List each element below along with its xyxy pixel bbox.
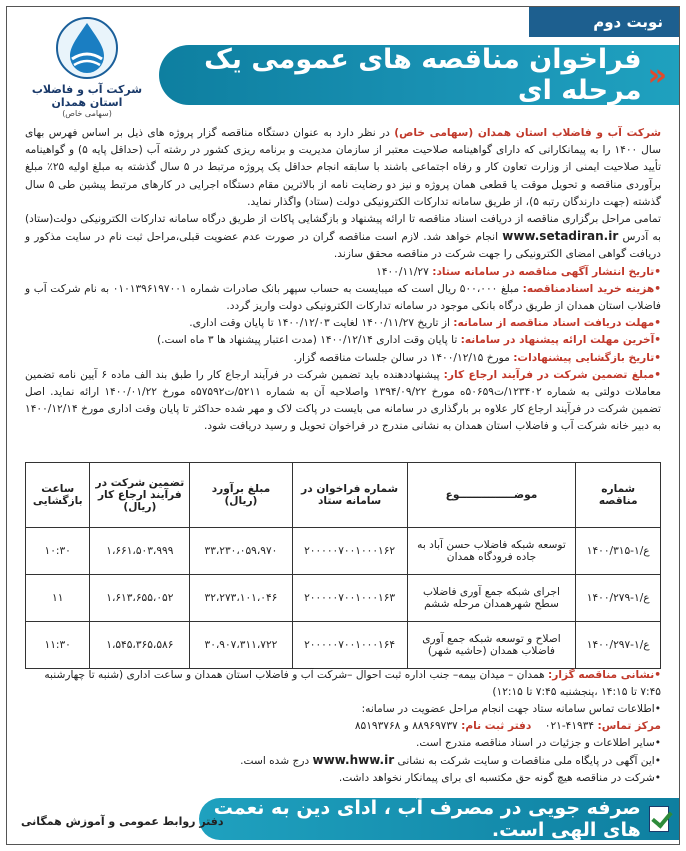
company-website-link[interactable]: www.hww.ir [312, 753, 395, 767]
page-title: فراخوان مناقصه های عمومی یک مرحله ای [204, 44, 642, 106]
table-row [26, 622, 661, 669]
slogan-banner [199, 798, 679, 840]
title-banner [159, 45, 679, 105]
header-tender-number: شماره مناقصه [576, 463, 661, 528]
double-chevron-icon: « [647, 57, 667, 93]
water-drop-logo-icon [52, 15, 122, 81]
document-fee-value: مبلغ ۵۰۰،۰۰۰ ریال است که میبایست به حساب سپهر بانک صادرات شماره ۰۱۰۱۳۹۶۱۹۷۰۰۱ به نام شرکت آب و فاضلاب استان همدان از طریق درگاه بانکی موجود در سامانه تدارکات الکترونیکی دولت واریز گردد. [25, 282, 661, 313]
table-row [26, 528, 661, 575]
opening-time: ۱۰:۳۰ [26, 528, 90, 575]
publish-date-label: •تاریخ انتشار آگهی مناقصه در سامانه ستاد: [432, 265, 661, 278]
tender-number: ع/۱-۱۴۰۰/۲۷۹ [576, 575, 661, 622]
tender-number: ع/۱-۱۴۰۰/۳۱۵ [576, 528, 661, 575]
call-center-label: مرکز تماس: [597, 720, 661, 732]
company-name: شرکت آب و فاضلاب استان همدان (سهامی خاص) [394, 127, 662, 139]
table-header-row [26, 463, 661, 528]
header-subject: موضـــــــــــــــوع [407, 463, 576, 528]
opening-time: ۱۱:۳۰ [26, 622, 90, 669]
setad-number: ۲۰۰۰۰۰۷۰۰۱۰۰۰۱۶۲ [292, 528, 407, 575]
call-center-value: ۴۱۹۳۴-۰۲۱ [544, 720, 598, 732]
address-line [25, 667, 661, 701]
tender-number: ع/۱-۱۴۰۰/۲۹۷ [576, 622, 661, 669]
guarantee-line [25, 367, 661, 436]
opening-time: ۱۱ [26, 575, 90, 622]
address-value: همدان – میدان بیمه– جنب اداره ثبت احوال –شرکت آب و فاضلاب استان همدان و ساعت اداری (شنبه تا چهارشنبه ۷:۴۵ تا ۱۴:۱۵ ،پنجشنبه ۷:۴۵ تا ۱۲:۱۵) [44, 669, 661, 698]
checkmark-icon [649, 806, 669, 832]
table-row [26, 575, 661, 622]
publish-date-line [25, 264, 661, 281]
address-label: •نشانی مناقصه گزار: [548, 669, 661, 681]
estimate-amount: ۳۲،۲۷۳،۱۰۱،۰۴۶ [190, 575, 292, 622]
procedure-paragraph [25, 211, 661, 264]
slogan-text: صرفه جویی در مصرف آب ، ادای دین به نعمت های الهی است. [213, 797, 641, 841]
publish-date-value: ۱۴۰۰/۱۱/۲۷ [376, 265, 433, 278]
procedure-text-a: تمامی مراحل برگزاری مناقصه از دریافت اسناد مناقصه تا ارائه پیشنهاد و بازگشایی پاکات از طریق درگاه سامانه تدارکات الکترونیکی دولت(ستاد) به آدرس [25, 213, 661, 244]
document-fee-label: •هزینه خرید اسنادمناقصه: [522, 282, 661, 295]
website-line [25, 752, 661, 770]
guarantee-amount: ۱،۶۶۱،۵۰۳،۹۹۹ [90, 528, 190, 575]
tender-subject: اصلاح و توسعه شبکه جمع آوری فاضلاب همدان (حاشیه شهر) [407, 622, 576, 669]
estimate-amount: ۳۰،۹۰۷،۳۱۱،۷۲۲ [190, 622, 292, 669]
procedure-text-b: انجام خواهد شد. لازم است مناقصه گران در صورت عدم عضویت قبلی،مراحل ثبت نام در سایت مذکور و دریافت گواهی امضای الکترونیکی را جهت شرکت در مناقصه محقق سازند. [25, 231, 661, 261]
guarantee-amount: ۱،۵۴۵،۳۶۵،۵۸۶ [90, 622, 190, 669]
document-deadline-value: از تاریخ ۱۴۰۰/۱۱/۲۷ لغایت ۱۴۰۰/۱۲/۰۳ تا پایان وقت اداری. [189, 317, 454, 330]
round-label: نوبت دوم [529, 7, 679, 37]
header-guarantee: تضمین شرکت در فرآیند ارجاع کار (ریال) [90, 463, 190, 528]
document-fee-line [25, 281, 661, 315]
tender-notice [6, 6, 680, 845]
header-opening-time: ساعت بازگشایی [26, 463, 90, 528]
tender-table-wrapper [25, 462, 661, 669]
contact-info [25, 667, 661, 787]
guarantee-label: •مبلغ تضمین شرکت در فرآیند ارجاع کار: [443, 368, 661, 381]
company-logo [17, 15, 157, 118]
logo-company-name: شرکت آب و فاضلاب استان همدان [31, 83, 143, 109]
setad-link[interactable]: www.setadiran.ir [502, 229, 619, 244]
guarantee-amount: ۱،۶۱۳،۶۵۵،۰۵۲ [90, 575, 190, 622]
bid-deadline-value: تا پایان وقت اداری ۱۴۰۰/۱۲/۱۴ (مدت اعتبار پیشنهاد ها ۳ ماه است.) [156, 334, 461, 347]
other-info-line: •سایر اطلاعات و جزئیات در اسناد مناقصه مندرج است. [416, 737, 661, 749]
setad-contact-line: •اطلاعات تماس سامانه ستاد جهت انجام مراحل عضویت در سامانه: [361, 703, 661, 715]
document-deadline-label: •مهلت دریافت اسناد مناقصه از سامانه: [453, 317, 661, 330]
logo-company-type: (سهامی خاص) [62, 109, 112, 118]
estimate-amount: ۳۳،۲۳۰،۰۵۹،۹۷۰ [190, 528, 292, 575]
notice-body [25, 125, 661, 436]
tender-table [25, 462, 661, 669]
bid-deadline-line [25, 332, 661, 349]
website-text-b: درج شده است. [240, 755, 310, 767]
tender-subject: اجرای شبکه جمع آوری فاضلاب سطح شهرهمدان مرحله ششم [407, 575, 576, 622]
registration-office-value: ۸۸۹۶۹۷۳۷ و ۸۵۱۹۳۷۶۸ [354, 720, 462, 732]
header-setad-number: شماره فراخوان در سامانه ستاد [292, 463, 407, 528]
intro-paragraph [25, 125, 661, 211]
header-estimate: مبلغ برآورد (ریال) [190, 463, 292, 528]
document-deadline-line [25, 315, 661, 332]
public-relations-office: دفتر روابط عمومی و آموزش همگانی [21, 815, 224, 828]
tender-subject: توسعه شبکه فاضلاب حسن آباد به جاده فرودگاه همدان [407, 528, 576, 575]
rights-line: •شرکت در مناقصه هیچ گونه حق مکتسبه ای برای پیمانکار نخواهد داشت. [338, 772, 661, 784]
opening-date-label: •تاریخ بازگشایی پیشنهادات: [513, 351, 661, 364]
opening-date-value: مورخ ۱۴۰۰/۱۲/۱۵ در سالن جلسات مناقصه گزار. [293, 351, 514, 364]
website-text-a: •این آگهی در پایگاه ملی مناقصات و سایت شرکت به نشانی [397, 755, 661, 767]
setad-number: ۲۰۰۰۰۰۷۰۰۱۰۰۰۱۶۴ [292, 622, 407, 669]
intro-text: در نظر دارد به عنوان دستگاه مناقصه گزار پروژه های ذیل بر اساس فهرس بهای سال ۱۴۰۰ را به پیمانکارانی که دارای گواهینامه صلاحیت معتبر از سازمان مدیریت و برنامه ریزی کشور در رشته آب (حداقل پایه ۵) و گواهینامه تأیید صلاحیت ایمنی از وزارت تعاون کار و رفاه اجتماعی باشند با سابقه انجام حداقل یک پروژه مرتبط در ۵ سال گذشته به مبلغ اولیه ۲۵٪ مبلغ برآوردی مناقصه و تحویل موقت یا قطعی همان پروژه و نیز دو رضایت نامه از بالاترین مقام دستگاه اجرایی در کارهای مرتبط پیشین طی ۵ سال گذشته (جهت دارندگان رتبه ۵)، از طریق سامانه تدارکات الکترونیکی دولت (ستاد) واگذار نماید. [25, 127, 662, 208]
setad-number: ۲۰۰۰۰۰۷۰۰۱۰۰۰۱۶۳ [292, 575, 407, 622]
bid-deadline-label: •آخرین مهلت ارائه پیشنهاد در سامانه: [460, 334, 661, 347]
opening-date-line [25, 350, 661, 367]
registration-office-label: دفتر ثبت نام: [461, 720, 532, 732]
phone-line [25, 718, 661, 735]
guarantee-value: پیشنهاددهنده باید تضمین شرکت در فرآیند ارجاع کار را طبق بند الف ماده ۶ آیین نامه تضمین معاملات دولتی به شماره ۱۲۳۴۰۲/ت۵۰۶۵۹ه مورخ ۱۳۹۴/۰۹/۲۲ واصلاحیه آن به شماره ۵۲۱۱/ت۵۷۵۹۲ه مورخ ۱۴۰۰/۰۱/۲۲ ارائه نماید. اصل تضمین شرکت در فرآیند ارجاع کار علاوه بر بارگذاری در سامانه می بایست در پاکت لاک و مهر شده حداکثر تا پایان وقت اداری مورخ ۱۴۰۰/۱۲/۱۴ به دبیر خانه شرکت آب و فاضلاب استان همدان به نشانی مندرج در فراخوان تحویل و رسید دریافت شود. [25, 368, 662, 433]
